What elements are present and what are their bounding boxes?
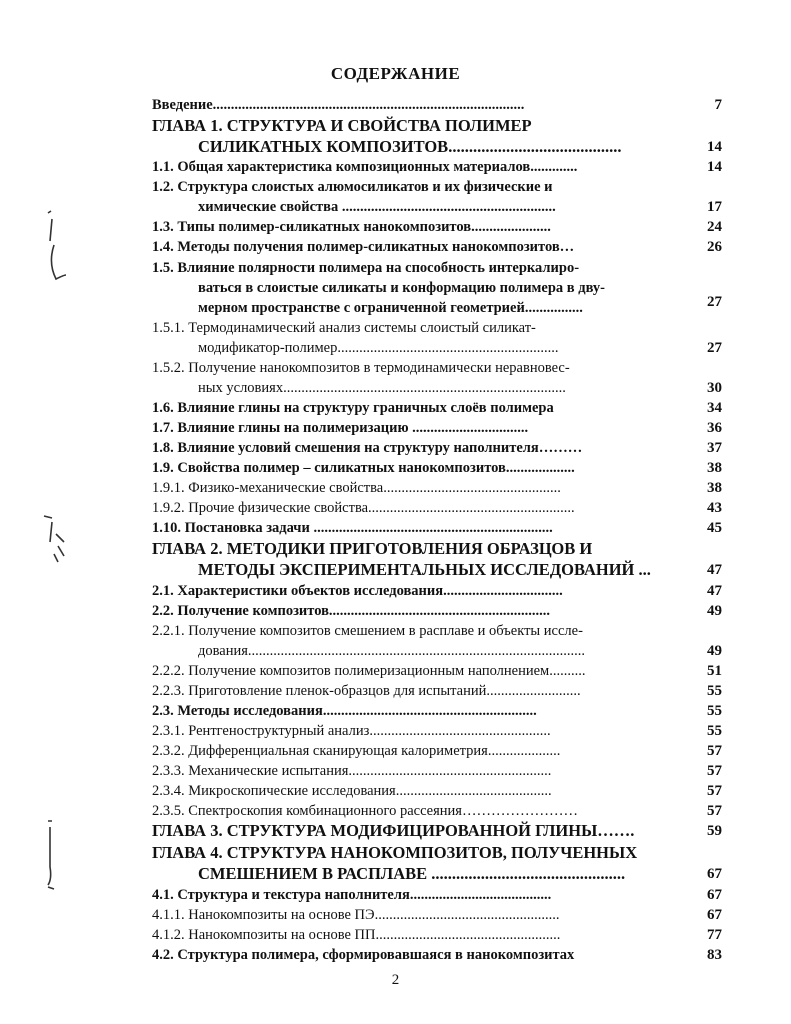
toc-entry-text: ГЛАВА 4. СТРУКТУРА НАНОКОМПОЗИТОВ, ПОЛУЧЕННЫХ — [152, 843, 638, 862]
toc-entry-text: СМЕШЕНИЕМ В РАСПЛАВЕ ............................................... — [198, 864, 626, 883]
toc-entry-page: 34 — [707, 400, 722, 416]
toc-entry-page: 57 — [707, 743, 722, 759]
toc-entry-page: 24 — [707, 219, 722, 235]
toc-entry-page: 83 — [707, 947, 722, 963]
toc-entry-text: 2.3.1. Рентгеноструктурный анализ.................................................. — [152, 723, 551, 739]
toc-entry-text: 2.1. Характеристики объектов исследования................................. — [152, 583, 563, 599]
toc-entry-text: 2.3.3. Механические испытания........................................................ — [152, 763, 552, 779]
toc-entry-page: 30 — [707, 380, 722, 396]
toc-entry-text: 1.9.1. Физико-механические свойства................................................. — [152, 480, 561, 496]
toc-entry-page: 55 — [707, 703, 722, 719]
toc-entry-page: 7 — [714, 97, 722, 113]
toc-entry-text: 2.2.2. Получение композитов полимеризационным наполнением.......... — [152, 663, 586, 679]
toc-entry-page: 67 — [707, 907, 722, 923]
toc-entry-page: 36 — [707, 420, 722, 436]
toc-entry-text: химические свойства ........................................................... — [198, 199, 556, 215]
toc-entry-text: 1.9. Свойства полимер – силикатных нанокомпозитов................... — [152, 460, 575, 476]
toc-entry-text: 1.1. Общая характеристика композиционных материалов............. — [152, 159, 578, 175]
toc-entry-page: 67 — [707, 887, 722, 903]
toc-entry-page: 14 — [707, 159, 722, 175]
toc-entry-page: 77 — [707, 927, 722, 943]
toc-entry-page: 47 — [707, 583, 722, 599]
toc-entry-text: 1.5. Влияние полярности полимера на способность интеркалиро- — [152, 260, 580, 276]
toc-entry-page: 57 — [707, 803, 722, 819]
page-title: СОДЕРЖАНИЕ — [330, 64, 461, 83]
toc-entry-page: 55 — [707, 683, 722, 699]
toc-entry-text: 4.1.1. Нанокомпозиты на основе ПЭ................................................... — [152, 907, 560, 923]
toc-entry-text: Введение...................................................................................... — [152, 97, 525, 113]
toc-entry-page: 49 — [707, 643, 722, 659]
toc-entry-page: 38 — [707, 460, 722, 476]
toc-entry-text: 4.1.2. Нанокомпозиты на основе ПП................................................... — [152, 927, 561, 943]
toc-entry-text: дования............................................................................................. — [198, 643, 586, 659]
toc-entry-text: 1.5.2. Получение нанокомпозитов в термодинамически неравновес- — [152, 360, 570, 376]
toc-entry-page: 59 — [707, 823, 722, 839]
toc-entry-text: 1.3. Типы полимер-силикатных нанокомпозитов...................... — [152, 219, 551, 235]
toc-entry-text: модификатор-полимер............................................................. — [198, 340, 559, 356]
toc-entry-text: ГЛАВА 3. СТРУКТУРА МОДИФИЦИРОВАННОЙ ГЛИНЫ……. — [152, 821, 635, 840]
toc-entry-text: 1.6. Влияние глины на структуру граничных слоёв полимера — [152, 400, 554, 416]
toc-entry-text: 1.2. Структура слоистых алюмосиликатов и их физические и — [152, 179, 553, 195]
toc-entry-text: 1.9.2. Прочие физические свойства......................................................... — [152, 500, 575, 516]
toc-entry-page: 49 — [707, 603, 722, 619]
toc-entry-page: 47 — [707, 562, 722, 578]
toc-entry-text: ваться в слоистые силикаты и конформацию полимера в дву- — [198, 280, 606, 296]
toc-entry-text: 1.5.1. Термодинамический анализ системы слоистый силикат- — [152, 320, 536, 336]
toc-entry-page: 17 — [707, 199, 722, 215]
toc-entry-text: 1.7. Влияние глины на полимеризацию ................................ — [152, 420, 529, 436]
page-number: 2 — [391, 972, 400, 988]
toc-entry-text: 2.2.1. Получение композитов смешением в расплаве и объекты иссле- — [152, 623, 583, 639]
toc-entry-text: мерном пространстве с ограниченной геометрией................ — [198, 300, 583, 316]
toc-entry-page: 51 — [707, 663, 722, 679]
toc-entry-page: 27 — [707, 340, 722, 356]
toc-entry-text: 4.1. Структура и текстура наполнителя....................................... — [152, 887, 552, 903]
toc-entry-text: 2.3.4. Микроскопические исследования........................................... — [152, 783, 552, 799]
toc-entry-page: 67 — [707, 866, 722, 882]
toc-entry-text: 2.2.3. Приготовление пленок-образцов для испытаний.......................... — [152, 683, 581, 699]
toc-entry-text: 2.2. Получение композитов............................................................. — [152, 603, 551, 619]
toc-entry-text: СИЛИКАТНЫХ КОМПОЗИТОВ.......................................... — [198, 137, 622, 156]
toc-entry-text: 2.3.2. Дифференциальная сканирующая калориметрия.................... — [152, 743, 561, 759]
toc-entry-page: 26 — [707, 239, 722, 255]
margin-mark — [30, 815, 70, 895]
toc-entry-text: 1.4. Методы получения полимер-силикатных нанокомпозитов… — [152, 239, 575, 255]
toc-entry-page: 57 — [707, 783, 722, 799]
toc-entry-page: 55 — [707, 723, 722, 739]
margin-mark — [30, 205, 70, 285]
toc-entry-text: 1.8. Влияние условий смешения на структуру наполнителя……… — [152, 440, 583, 456]
toc-entry-page: 57 — [707, 763, 722, 779]
margin-mark — [30, 510, 75, 570]
toc-entry-page: 45 — [707, 520, 722, 536]
toc-entry-page: 14 — [707, 139, 722, 155]
toc-entry-text: 1.10. Постановка задачи .................................................................. — [152, 520, 553, 536]
toc-entry-page: 38 — [707, 480, 722, 496]
toc-entry-text: 4.2. Структура полимера, сформировавшаяся в нанокомпозитах — [152, 947, 575, 963]
toc-entry-page: 37 — [707, 440, 722, 456]
toc-entry-page: 27 — [707, 294, 722, 310]
toc-entry-text: ГЛАВА 2. МЕТОДИКИ ПРИГОТОВЛЕНИЯ ОБРАЗЦОВ И — [152, 539, 593, 558]
toc-entry-text: ГЛАВА 1. СТРУКТУРА И СВОЙСТВА ПОЛИМЕР — [152, 116, 532, 135]
toc-entry-text: ных условиях.............................................................................. — [198, 380, 566, 396]
toc-entry-text: МЕТОДЫ ЭКСПЕРИМЕНТАЛЬНЫХ ИССЛЕДОВАНИЙ ... — [198, 560, 651, 579]
toc-entry-text: 2.3.5. Спектроскопия комбинационного рассеяния…………………… — [152, 803, 578, 819]
toc-entry-text: 2.3. Методы исследования........................................................... — [152, 703, 537, 719]
toc-entry-page: 43 — [707, 500, 722, 516]
